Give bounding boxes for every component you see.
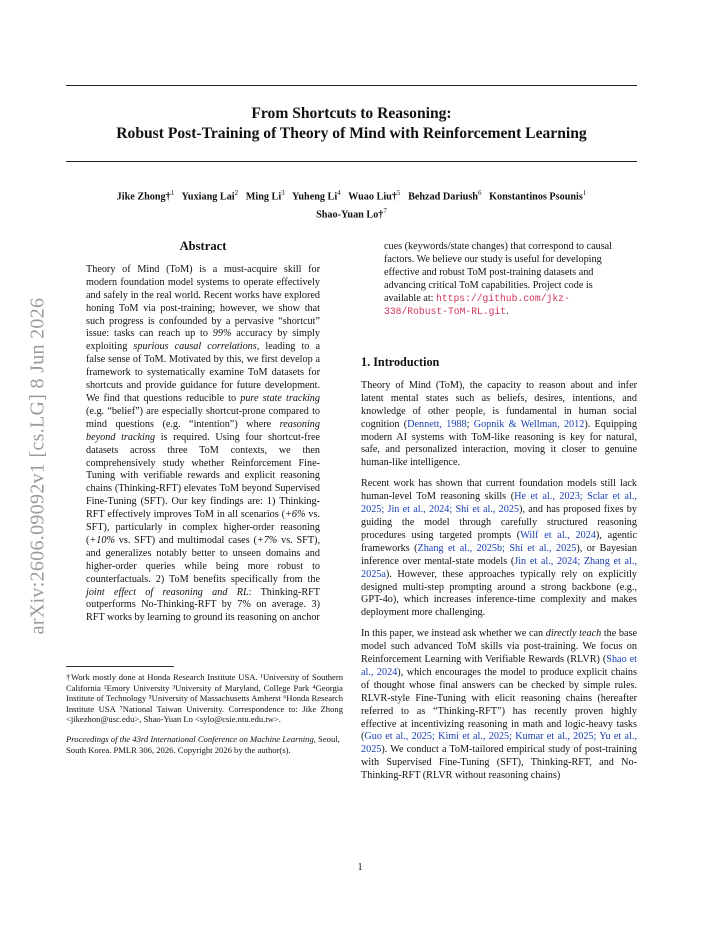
- author-affiliation: 6: [477, 189, 482, 197]
- abstract-section: [86, 240, 320, 625]
- intro-text: ;: [466, 418, 474, 430]
- intro-text: Recent work has shown that current foundation models still lack human-level ToM reasoning skills (: [361, 478, 637, 503]
- abstract-body: [86, 264, 320, 625]
- citation-link[interactable]: He et al., 2023; Sclar et al., 2025; Jin et al., 2024; Shi et al., 2025: [361, 491, 637, 516]
- abstract-emphasis: +10%: [89, 534, 115, 546]
- footnote: [66, 672, 343, 755]
- author-affiliation: 5: [396, 189, 401, 197]
- author-affiliation: 3: [281, 189, 285, 197]
- title-bottom-rule: [66, 161, 637, 162]
- author-list: [66, 186, 637, 223]
- citation-link[interactable]: Guo et al., 2025; Kimi et al., 2025; Kumar et al., 2025; Yu et al., 2025: [361, 731, 637, 756]
- intro-text: ), agentic frameworks (: [361, 529, 637, 554]
- author-name: Konstantinos Psounis: [489, 191, 583, 203]
- author-affiliation: 4: [337, 189, 341, 197]
- author-name: Shao-Yuan Lo†: [316, 209, 384, 221]
- abstract-emphasis: +7%: [256, 534, 278, 546]
- intro-text: ). Equipping modern AI systems with ToM-like reasoning is key for natural, safe, and personalized interaction, moving it closer to genuine human-like intelligence.: [361, 418, 637, 469]
- abstract-emphasis: 99%: [212, 328, 232, 340]
- abstract-text: (e.g. “belief”) are especially shortcut-prone compared to mind questions (e.g. “intention”) where: [86, 405, 320, 430]
- intro-paragraph-2: [361, 478, 637, 620]
- author-name: Ming Li: [245, 191, 282, 203]
- abstract-text: vs. SFT), and generalizes notably better to unseen domains and higher-order queries while being more robust to counterfactuals. 2) ToM benefits specifically from the: [86, 534, 320, 585]
- introduction-section: [361, 356, 637, 783]
- author-affiliation: 1: [582, 189, 587, 197]
- paper-title-line2: Robust Post-Training of Theory of Mind with Reinforcement Learning: [116, 125, 587, 142]
- citation-link[interactable]: Dennett, 1988: [407, 418, 467, 430]
- project-code-link[interactable]: https://github.com/jkz-338/Robust-ToM-RL.git: [384, 292, 570, 317]
- abstract-text: , leading to a false sense of ToM. Motivated by this, we first develop a framework to systematically examine ToM datasets for shortcuts and provide guidance for future development. We find that questions reducible to: [86, 341, 321, 404]
- intro-text: Theory of Mind (ToM), the capacity to reason about and infer latent mental states such as beliefs, desires, intentions, and knowledge of other people, is fundamental in human social cognition (: [361, 379, 637, 430]
- abstract-emphasis: joint effect of reasoning and RL: [86, 586, 249, 598]
- introduction-heading: 1. Introduction: [361, 355, 440, 369]
- intro-paragraph-3: [361, 628, 637, 783]
- citation-link[interactable]: Gopnik & Wellman, 2012: [473, 418, 585, 430]
- intro-text: ). However, these approaches typically rely on explicitly designed multi-step prompting around a strong backbone (e.g., GPT-4o), which increases inference-time complexity and makes deployment more challenging.: [361, 568, 637, 619]
- proceedings-note: [66, 734, 343, 755]
- citation-link[interactable]: Zhang et al., 2025b; Shi et al., 2025: [417, 542, 577, 554]
- citation-link[interactable]: Jin et al., 2024; Zhang et al., 2025a: [361, 555, 637, 580]
- intro-emphasis: directly teach: [545, 628, 602, 640]
- intro-text: the base model such advanced ToM skills via post-training. We focus on Reinforcement Learning with Verifiable Rewards (RLVR) (: [361, 628, 638, 666]
- author-affiliation: 7: [383, 207, 387, 216]
- author-name: Behzad Dariush: [408, 191, 478, 203]
- citation-link[interactable]: Wilf et al., 2024: [520, 529, 596, 541]
- authors-line2: [66, 204, 637, 222]
- title-top-rule: [66, 85, 637, 86]
- abstract-text: .: [506, 305, 509, 317]
- author-affiliation: 1: [170, 189, 175, 197]
- abstract-text: Theory of Mind (ToM) is a must-acquire skill for modern foundation model systems to operate effectively and safely in the real world. Recent works have explored honing ToM via post-training; however, we show that such progress is confounded by a pervasive “shortcut” issue: tasks can reach up to: [86, 263, 320, 340]
- abstract-cont-text: [384, 241, 618, 318]
- author-name: Yuxiang Lai: [181, 191, 235, 203]
- authors-line1: [66, 186, 637, 204]
- abstract-emphasis: pure state tracking: [240, 392, 320, 404]
- proceedings-venue: Proceedings of the 43rd International Conference on Machine Learning: [66, 733, 314, 744]
- abstract-text: vs. SFT) and multimodal cases (: [118, 534, 257, 546]
- abstract-text: : Thinking-RFT outperforms No-Thinking-RFT by 7% on average. 3) RFT works by learning to ground its reasoning on anchor: [86, 586, 321, 624]
- arxiv-stamp: arXiv:2606.09092v1 [cs.LG] 8 Jun 2026: [26, 297, 49, 635]
- abstract-text: vs. SFT), particularly in complex higher-order reasoning (: [86, 509, 320, 546]
- intro-text: ), and has proposed fixes by guiding the model through carefully structured reasoning procedures using targeted prompts (: [361, 504, 637, 541]
- intro-text: ), which encourages the model to produce explicit chains of thought whose final answers can be checked by simple rules. RLVR-style Fine-Tuning with elicit reasoning chains (hereafter referred to as “Thinking-RFT”) has recently proven highly effective at incentivizing reasoning in math and logic-heavy tasks (: [361, 666, 637, 743]
- intro-paragraph-1: [361, 380, 637, 470]
- footnote-rule: [66, 666, 174, 667]
- abstract-text: cues (keywords/state changes) that correspond to causal factors. We believe our study is useful for developing effective and robust ToM post-training datasets and advancing critical ToM capabilities. Project code is available at:: [384, 241, 613, 304]
- page-number: 1: [357, 862, 363, 873]
- affiliations-footnote: †Work mostly done at Honda Research Institute USA. ¹University of Southern California ²Emory University ³University of Maryland, College Park ⁴Georgia Institute of Technology ⁵University of Massachusetts Amherst ⁶Honda Research Institute USA ⁷National Taiwan University. Correspondence to: Jike Zhong <jikezhon@usc.edu>, Shao-Yuan Lo <sylo@csie.ntu.edu.tw>.: [66, 672, 343, 725]
- author-name: Jike Zhong†: [116, 191, 171, 203]
- abstract-text: accuracy by simply exploiting: [86, 328, 320, 353]
- proceedings-rest: , Seoul, South Korea. PMLR 306, 2026. Copyright 2026 by the author(s).: [66, 733, 340, 755]
- intro-text: In this paper, we instead ask whether we can: [361, 628, 544, 640]
- author-name: Wuao Liu†: [348, 191, 397, 203]
- intro-text: ), or Bayesian inference over mental-state models (: [361, 542, 637, 567]
- abstract-heading: Abstract: [179, 239, 227, 253]
- author-affiliation: 2: [234, 189, 239, 197]
- intro-text: ). We conduct a ToM-tailored empirical study of post-training with Supervised Fine-Tuning (SFT), Thinking-RFT, and No-Thinking-RFT (RLVR without reasoning chains): [361, 744, 637, 782]
- abstract-emphasis: reasoning beyond tracking: [86, 418, 320, 443]
- abstract-emphasis: +6%: [285, 509, 306, 521]
- paper-title-line1: From Shortcuts to Reasoning:: [251, 105, 452, 122]
- abstract-emphasis: spurious causal correlations: [133, 341, 257, 353]
- author-name: Yuheng Li: [291, 191, 338, 203]
- citation-link[interactable]: Shao et al., 2024: [361, 654, 637, 678]
- abstract-text: is required. Using four shortcut-free datasets across three ToM contexts, we then comprehensively study whether Reinforcement Fine-Tuning with verifiable rewards and explicit reasoning chains (Thinking-RFT) elevates ToM beyond Supervised Fine-Tuning (SFT). Our key findings are: 1) Thinking-RFT effectively improves ToM in all scenarios (: [86, 431, 321, 521]
- abstract-continuation: [384, 241, 618, 318]
